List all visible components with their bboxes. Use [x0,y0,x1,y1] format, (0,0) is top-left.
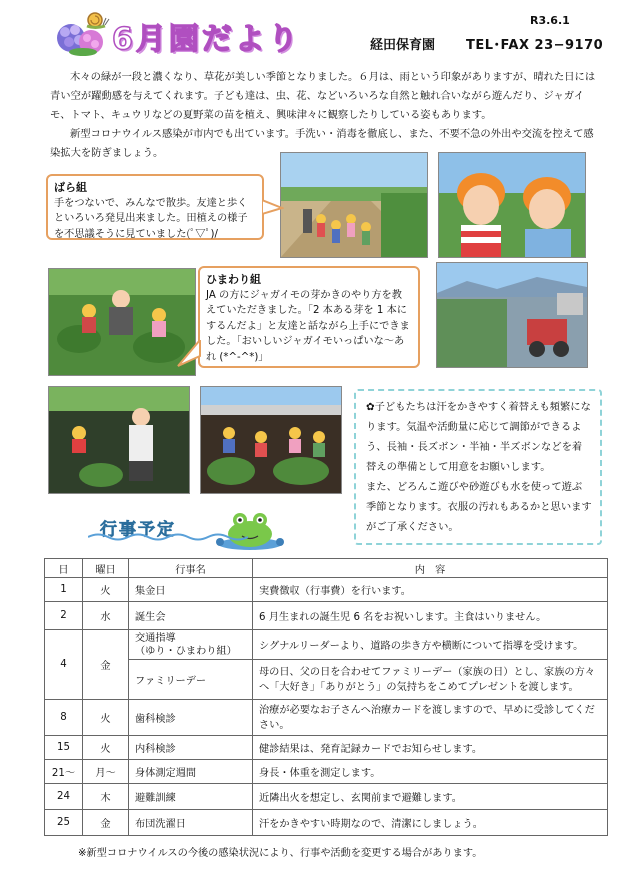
photo-rice-planting [436,262,588,368]
row-content: 実費徴収（行事費）を行います。 [253,578,608,602]
bara-group-bubble [46,174,264,240]
row-content: 健診結果は、発育記録カードでお知らせします。 [253,736,608,760]
column-header-event: 行事名 [129,559,253,578]
row-day: 4 [45,630,83,700]
photo-children-closeup [438,152,586,258]
row-content: 汗をかきやすい時期なので、清潔にしましょう。 [253,810,608,836]
page-title: 6月園だより [112,22,301,57]
intro-paragraph-2: 新型コロナウイルス感染が市内でも出ています。手洗い・消毒を徹底し、また、不要不急の外出や交流を控えて感染拡大を防ぎましょう。 [50,128,594,159]
photo-children-field [200,386,342,494]
row-weekday: 水 [83,602,129,630]
table-row [45,810,608,836]
clothing-note-paragraph-2: また、どろんこ遊びや砂遊びも水を使って遊ぶ季節となります。衣服の汚れもあるかと思いますがご了承ください。 [366,481,592,533]
bubble-pointer [262,198,284,218]
table-row [45,760,608,784]
clothing-note-box [354,389,602,545]
himawari-group-text: JA の方にジャガイモの芽かきのやり方を教えていただきました。「2 本ある芽を 1 本にするんだよ」と友達と話ながら上手にできました。「おいしいジャガイモいっぱいな〜あれ (*^-^*)」 [206,289,410,363]
row-content: 身長・体重を測定します。 [253,760,608,784]
row-weekday: 木 [83,784,129,810]
frog-icon [210,508,288,552]
row-event: 誕生会 [129,602,253,630]
row-event: 布団洗濯日 [129,810,253,836]
row-weekday: 月〜 [83,760,129,784]
intro-paragraph-1: 木々の緑が一段と濃くなり、草花が美しい季節となりました。６月は、雨という印象がありますが、晴れた日には青い空が躍動感を与えてくれます。子ども達は、虫、花、などいろいろな自然と触れ合いながら遊んだり、ジャガイモ、トマト、キュウリなどの夏野菜の苗を植え、興味津々に観察したりしている姿もあります。 [50,71,596,121]
column-header-content: 内 容 [253,559,608,578]
photo-walk [280,152,428,258]
row-day: 25 [45,810,83,836]
table-row [45,736,608,760]
row-event: 身体測定週間 [129,760,253,784]
table-row [45,660,608,700]
bara-group-text: 手をつないで、みんなで散歩。友達と歩くといろいろ発見出来ました。田植えの様子を不思議そうに見ていました(ﾟ▽ﾟ)/ [54,197,248,240]
row-content: シグナルリーダーより、道路の歩き方や横断について指導を受けます。 [253,630,608,660]
row-day: 15 [45,736,83,760]
row-content: 治療が必要なお子さんへ治療カードを渡しますので、早めに受診してください。 [253,700,608,736]
row-content: 近隣出火を想定し、玄関前まで避難します。 [253,784,608,810]
footer-note: ※新型コロナウイルスの今後の感染状況により、行事や活動を変更する場合があります。 [78,848,483,859]
schedule-table [44,558,608,836]
row-event: ファミリーデー [129,660,253,700]
column-header-weekday: 曜日 [83,559,129,578]
bara-group-heading: ばら組 [54,181,87,194]
row-day: 21〜 [45,760,83,784]
row-day: 1 [45,578,83,602]
photo-potato-sprouts [48,386,190,494]
row-weekday: 火 [83,700,129,736]
table-row [45,602,608,630]
row-weekday: 金 [83,810,129,836]
row-content: 6 月生まれの誕生児 6 名をお祝いします。主食はいりません。 [253,602,608,630]
row-weekday: 金 [83,630,129,700]
table-row [45,578,608,602]
table-row [45,630,608,660]
intro-text [50,68,598,163]
row-day: 8 [45,700,83,736]
row-day: 2 [45,602,83,630]
row-day: 24 [45,784,83,810]
himawari-group-bubble [198,266,420,368]
row-weekday: 火 [83,736,129,760]
table-header-row [45,559,608,578]
row-content: 母の日、父の日を合わせてファミリーデー（家族の日）とし、家族の方々へ「大好き」「ありがとう」の気持ちをこめてプレゼントを渡します。 [253,660,608,700]
row-event: 歯科検診 [129,700,253,736]
clothing-note-paragraph-1: ✿子どもたちは汗をかきやすく着替えも頻繁になります。気温や活動量に応じて調節ができるよう、長袖・長ズボン・半袖・半ズボンなどを着替えの準備として用意をお願いします。 [366,401,591,473]
tel-fax: TEL･FAX 23−9170 [466,38,604,53]
bubble-pointer [176,340,202,370]
photo-potato-lesson [48,268,196,376]
column-header-day: 日 [45,559,83,578]
issue-date: R3.6.1 [530,14,570,27]
school-name: 経田保育園 [370,38,436,53]
wave-decoration [88,532,248,542]
row-event: 交通指導 （ゆり・ひまわり組） [129,630,253,660]
table-row [45,784,608,810]
row-event: 集金日 [129,578,253,602]
row-event: 避難訓練 [129,784,253,810]
hydrangea-snail-illustration [55,8,111,58]
table-row [45,700,608,736]
events-heading: 行事予定 [100,520,176,540]
row-weekday: 火 [83,578,129,602]
row-event: 内科検診 [129,736,253,760]
himawari-group-heading: ひまわり組 [206,273,261,286]
